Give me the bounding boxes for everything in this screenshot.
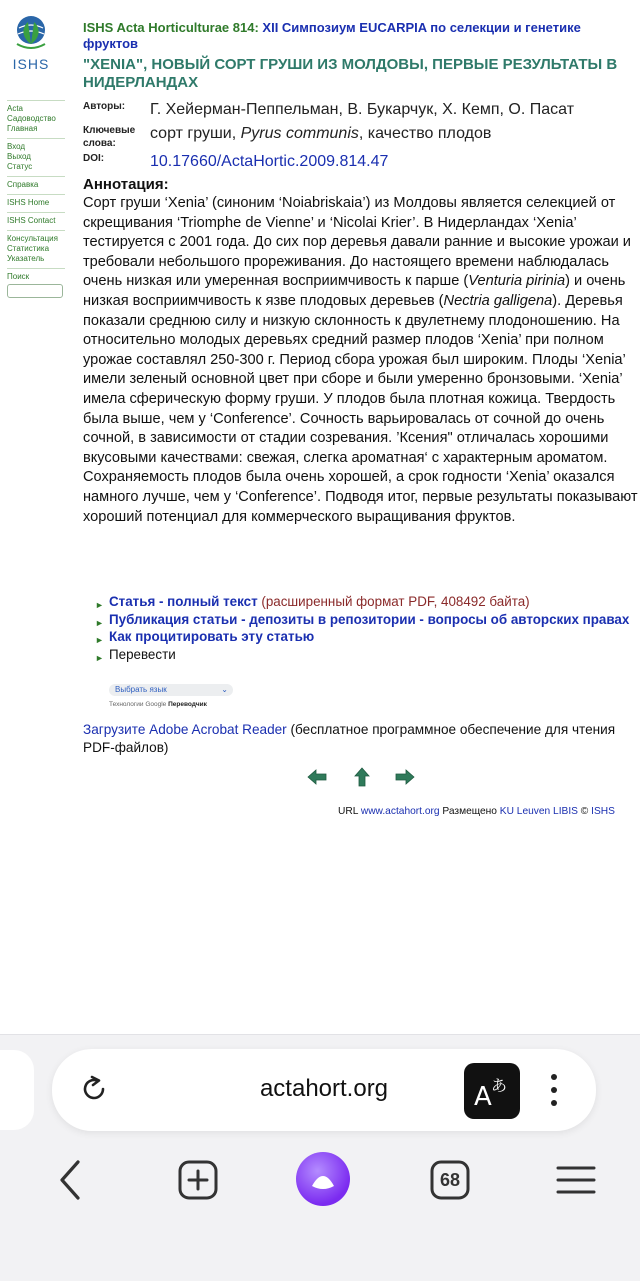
article-links: [95, 594, 635, 664]
abstract-heading: Аннотация:: [83, 176, 169, 193]
sidebar-group-search: [7, 268, 65, 302]
sidebar-item-ishs-home[interactable]: ISHS Home: [7, 198, 50, 207]
bullet-arrow-icon: ►: [95, 617, 104, 628]
acrobat-text: (бесплатное программное обеспечение для чтения PDF-файлов): [83, 722, 616, 755]
page-header: [83, 20, 635, 92]
footer-host-link[interactable]: KU Leuven LIBIS: [499, 806, 578, 817]
paper-metadata: [83, 98, 635, 174]
sidebar-item-home[interactable]: Главная: [7, 124, 38, 133]
footer-url-label: URL: [338, 806, 361, 817]
abstract-species: Venturia pirinia: [468, 273, 566, 290]
sidebar-group-acta: [7, 100, 65, 138]
fulltext-note: (расширенный формат PDF, 408492 байта): [261, 594, 530, 609]
list-item: [95, 612, 635, 629]
repository-link[interactable]: Публикация статьи - депозиты в репозитории - вопросы об авторских правах: [109, 611, 630, 627]
sidebar-item-help[interactable]: Справка: [7, 180, 39, 189]
list-item: [95, 629, 635, 646]
keywords-part: , качество плодов: [358, 125, 492, 142]
acrobat-note: [83, 721, 623, 757]
globe-icon: [12, 14, 50, 52]
sidebar-item-status[interactable]: Статус: [7, 162, 33, 171]
keywords-part: сорт груши,: [150, 125, 241, 142]
keywords-row: [83, 122, 635, 150]
sidebar-item-index[interactable]: Указатель: [7, 254, 45, 263]
doi-label: DOI:: [83, 153, 105, 164]
abstract-part: ) и очень низкая восприимчивость к язве плодовых деревьев (: [83, 273, 626, 309]
authors-label: Авторы:: [83, 101, 126, 112]
back-icon[interactable]: [50, 1154, 90, 1206]
sidebar-item-consultation[interactable]: Консультация: [7, 234, 58, 243]
footer-ishs-link[interactable]: ISHS: [591, 806, 615, 817]
more-vertical-icon[interactable]: [544, 1071, 564, 1109]
abstract-part: ). Деревья показали среднюю силу и низкую склонность к двулетнему плодоношению. На относительно молодых деревьях средний размер плодов ‘Xenia’ при полном урожае составлял 250-300 г. Период сбора урожая был широким. Плоды ‘Xenia’ имели зеленый основной цвет при сборе и были умеренно бронзовыми. ‘Xenia’ имела сферическую форму груши. У плодов была плотная кожица. Твердость была выше, чем у ‘Conference’. Сочность варьировалась от сочной до очень сочной, в зависимости от стадии созревания. ’Ксения" отличалась хорошими вкусовыми качествами: свежая, слегка ароматная‘ с характерным ароматом. Сохраняемость плодов была очень хорошей, а срок годности ‘Xenia’ оказался намного лучше, чем у ‘Conference’. Подводя итог, первые результаты показывают хороший потенциал для коммерческого выращивания фруктов.: [83, 292, 638, 525]
logo-text: ISHS: [12, 56, 50, 72]
list-item: [95, 594, 635, 611]
doi-row: [83, 150, 635, 174]
sidebar-item-logout[interactable]: Выход: [7, 152, 31, 161]
authors-value: Г. Хейерман-Пеппельман, В. Букарчук, Х. Кемп, О. Пасат: [150, 101, 575, 118]
alice-assistant-button[interactable]: [296, 1152, 350, 1206]
cite-link[interactable]: Как процитировать эту статью: [109, 629, 315, 645]
tabs-button[interactable]: [426, 1154, 474, 1206]
bullet-arrow-icon: ►: [95, 635, 104, 646]
page-footer: [338, 806, 640, 817]
sidebar-item-login[interactable]: Вход: [7, 142, 26, 151]
menu-icon[interactable]: [552, 1154, 600, 1206]
breadcrumb: [83, 20, 635, 52]
arrow-right-icon[interactable]: [394, 766, 416, 788]
acrobat-link[interactable]: Загрузите Adobe Acrobat Reader: [83, 722, 287, 737]
sidebar-group-ishs-contact: [7, 212, 65, 230]
url-text: actahort.org: [259, 1075, 389, 1102]
doi-value: [150, 150, 388, 174]
google-brand[interactable]: Google: [145, 701, 167, 708]
search-label: Поиск: [7, 272, 30, 281]
sidebar-item-acta[interactable]: Acta Садоводство: [7, 104, 56, 123]
browser-bottom-bar: [0, 1140, 640, 1220]
footer-copyright: ©: [577, 806, 592, 817]
tabs-count: 68: [439, 1170, 461, 1190]
pager-arrows: [306, 766, 418, 790]
language-select[interactable]: [109, 684, 233, 696]
sidebar-group-ishs-home: [7, 194, 65, 212]
footer-url-link[interactable]: www.actahort.org: [360, 806, 440, 817]
keywords-value: [150, 122, 491, 150]
sidebar-nav: [7, 100, 65, 302]
address-bar[interactable]: [52, 1049, 596, 1131]
chevron-updown-icon: ⌄: [221, 685, 228, 694]
authors-row: [83, 98, 635, 122]
sidebar-item-ishs-contact[interactable]: ISHS Contact: [7, 216, 56, 225]
arrow-up-icon[interactable]: [351, 766, 373, 788]
previous-tab-preview[interactable]: [0, 1050, 34, 1130]
series-name: ISHS Acta Horticulturae 814:: [83, 20, 263, 35]
language-select-label: Выбрать язык: [115, 685, 167, 694]
doi-link[interactable]: 10.17660/ActaHortic.2009.814.47: [150, 153, 389, 170]
abstract-species: Nectria galligena: [443, 292, 553, 309]
keywords-species: Pyrus communis: [240, 125, 359, 142]
translator-name: Переводчик: [168, 701, 207, 708]
svg-text:A: A: [474, 1082, 492, 1112]
list-item: [95, 647, 635, 664]
powered-by: [109, 701, 233, 708]
svg-text:あ: あ: [491, 1076, 508, 1095]
arrow-left-icon[interactable]: [306, 766, 328, 788]
keywords-label: Ключевые слова:: [83, 125, 136, 149]
new-tab-icon[interactable]: [174, 1154, 222, 1206]
translate-icon: [464, 1063, 520, 1119]
ishs-logo[interactable]: [8, 14, 54, 86]
sidebar-group-account: [7, 138, 65, 176]
translate-label: Перевести: [109, 646, 176, 662]
abstract-part: Сорт груши ‘Xenia’ (синоним ‘Noiabriskaia’) из Молдовы является селекцией от скрещивания ‘Triomphe de Vienne’ и ‘Nicolai Krier’. В Нидерландах ‘Xenia’ тестируется с 2001 года. До сих пор деревья давали ранние и высокие урожаи и требовали небольшого прореживания. До настоящего времени наблюдалась очень низкая или умеренная восприимчивость к парше (: [83, 195, 631, 290]
fulltext-link[interactable]: Статья - полный текст: [109, 594, 258, 609]
abstract-section: [83, 176, 638, 527]
translate-page-button[interactable]: [464, 1063, 520, 1119]
bullet-arrow-icon: ►: [95, 600, 104, 610]
paper-title: "XENIA", НОВЫЙ СОРТ ГРУШИ ИЗ МОЛДОВЫ, ПЕРВЫЕ РЕЗУЛЬТАТЫ В НИДЕРЛАНДАХ: [83, 56, 618, 91]
sidebar-item-statistics[interactable]: Статистика: [7, 244, 50, 253]
sidebar-group-help: [7, 176, 65, 194]
abstract-text: [83, 194, 638, 527]
google-translate-widget: [109, 684, 233, 708]
footer-hosted-label: Размещено: [439, 806, 500, 817]
alice-icon: [296, 1152, 350, 1206]
volume-title-link[interactable]: XII Симпозиум EUCARPIA по селекции и генетике фруктов: [83, 20, 581, 51]
bullet-arrow-icon: ►: [95, 652, 104, 663]
search-input[interactable]: [7, 284, 63, 298]
powered-text: Технологии: [109, 701, 146, 708]
sidebar-group-tools: [7, 230, 65, 268]
